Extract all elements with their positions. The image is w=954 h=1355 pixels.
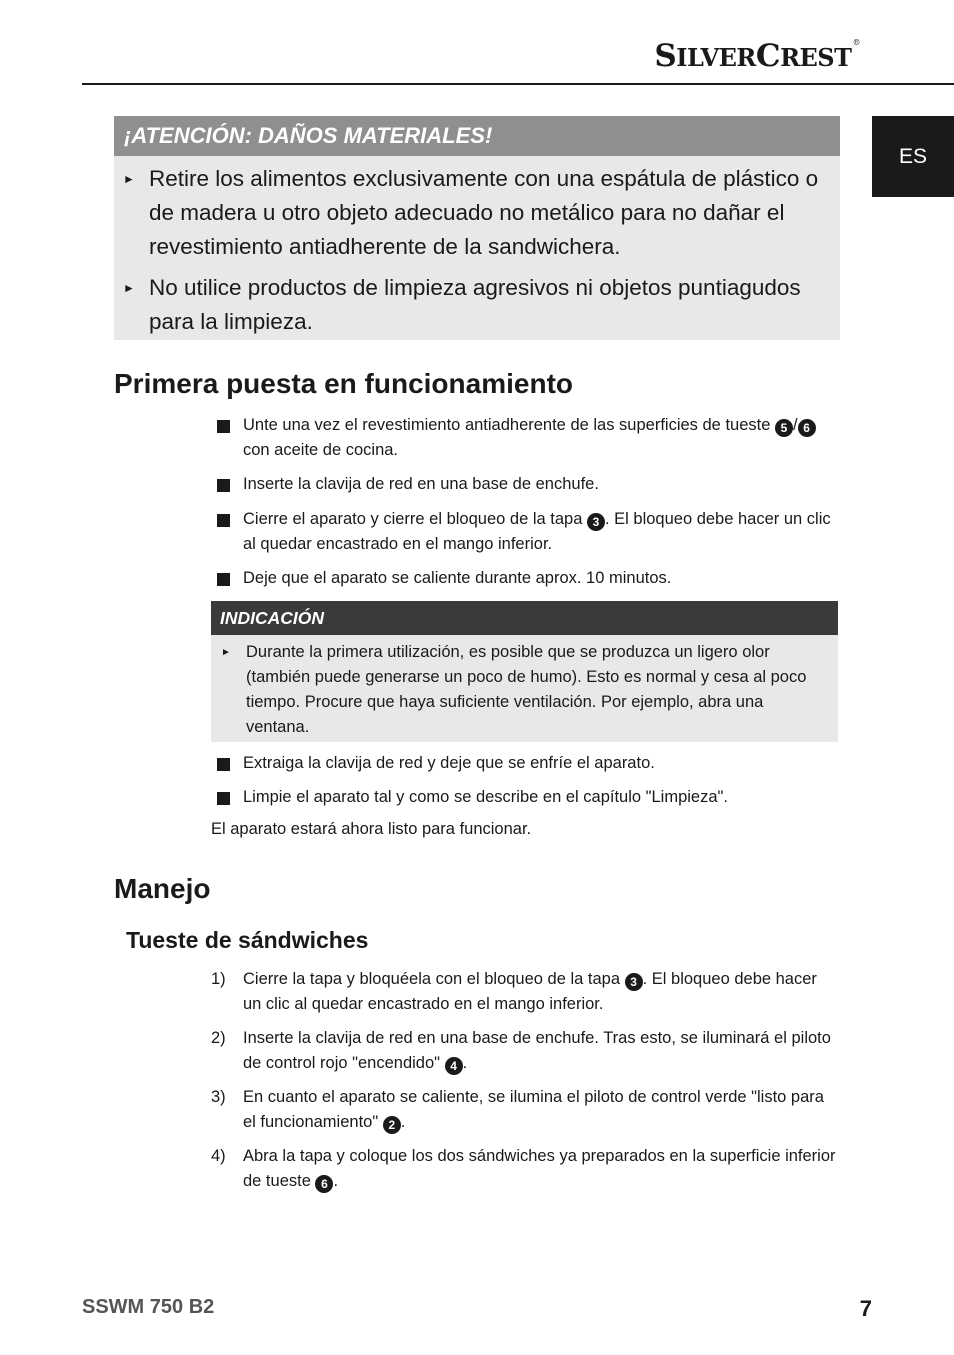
list-item: Limpie el aparato tal y como se describe en el capítulo "Limpieza". xyxy=(211,785,836,810)
footer-model: SSWM 750 B2 xyxy=(82,1296,215,1318)
first-use-steps-continued xyxy=(211,751,836,810)
header-rule xyxy=(82,83,954,85)
bullet-square-icon xyxy=(217,792,230,805)
ref-number-icon: 6 xyxy=(315,1175,333,1193)
list-item: Unte una vez el revestimiento antiadherente de las superficies de tueste 5 / 6 con aceite de cocina. xyxy=(211,413,836,463)
note-box xyxy=(211,601,838,742)
bullet-square-icon xyxy=(217,514,230,527)
bullet-square-icon xyxy=(217,479,230,492)
list-item: 1) Cierre la tapa y bloquéela con el bloqueo de la tapa 3 . El bloqueo debe hacer un clic al quedar encastrado en el mango inferior. xyxy=(211,967,836,1017)
warning-item: ► No utilice productos de limpieza agresivos ni objetos puntiagudos para la limpieza. xyxy=(114,271,840,339)
list-item: Deje que el aparato se caliente durante aprox. 10 minutos. xyxy=(211,566,836,591)
ready-text: El aparato estará ahora listo para funcionar. xyxy=(211,820,532,838)
ref-number-icon: 2 xyxy=(383,1116,401,1134)
ref-number-icon: 3 xyxy=(625,973,643,991)
brand-logo: SILVERCREST® xyxy=(654,38,860,74)
section-title-first-use: Primera puesta en funcionamiento xyxy=(114,368,573,399)
list-item: Extraiga la clavija de red y deje que se enfríe el aparato. xyxy=(211,751,836,776)
list-item: 4) Abra la tapa y coloque los dos sándwiches ya preparados en la superficie inferior de tueste 6 . xyxy=(211,1144,836,1194)
language-tab: ES xyxy=(872,116,954,197)
toasting-steps xyxy=(211,967,836,1194)
step-number: 4) xyxy=(211,1147,226,1165)
arrow-icon: ► xyxy=(221,647,231,658)
ref-number-icon: 4 xyxy=(445,1057,463,1075)
list-item: Inserte la clavija de red en una base de enchufe. xyxy=(211,472,836,497)
ref-number-icon: 5 xyxy=(775,419,793,437)
section-title-operation: Manejo xyxy=(114,873,211,904)
step-number: 3) xyxy=(211,1088,226,1106)
first-use-steps xyxy=(211,413,836,591)
ref-number-icon: 6 xyxy=(798,419,816,437)
list-item: 2) Inserte la clavija de red en una base de enchufe. Tras esto, se iluminará el piloto de control rojo "encendido" 4 . xyxy=(211,1026,836,1076)
warning-item: ► Retire los alimentos exclusivamente con una espátula de plástico o de madera u otro objeto adecuado no metálico para no dañar el revestimiento antiadherente de la sandwichera. xyxy=(114,162,840,264)
subsection-title-toasting: Tueste de sándwiches xyxy=(126,927,369,953)
list-item: Cierre el aparato y cierre el bloqueo de la tapa 3 . El bloqueo debe hacer un clic al quedar encastrado en el mango inferior. xyxy=(211,507,836,557)
note-title: INDICACIÓN xyxy=(211,601,838,635)
list-item: 3) En cuanto el aparato se caliente, se ilumina el piloto de control verde "listo para el funcionamiento" 2 . xyxy=(211,1085,836,1135)
warning-box xyxy=(114,116,840,340)
ref-number-icon: 3 xyxy=(587,513,605,531)
step-number: 1) xyxy=(211,970,226,988)
step-number: 2) xyxy=(211,1029,226,1047)
warning-title: ¡ATENCIÓN: DAÑOS MATERIALES! xyxy=(114,116,840,156)
bullet-square-icon xyxy=(217,573,230,586)
page-number: 7 xyxy=(859,1296,872,1321)
bullet-square-icon xyxy=(217,420,230,433)
bullet-square-icon xyxy=(217,758,230,771)
arrow-icon: ► xyxy=(123,281,135,295)
arrow-icon: ► xyxy=(123,172,135,186)
note-text: ► Durante la primera utilización, es posible que se produzca un ligero olor (también puede generarse un poco de humo). Esto es normal y cesa al poco tiempo. Procure que haya suficiente ventilación. Por ejemplo, abra una ventana. xyxy=(211,635,838,740)
